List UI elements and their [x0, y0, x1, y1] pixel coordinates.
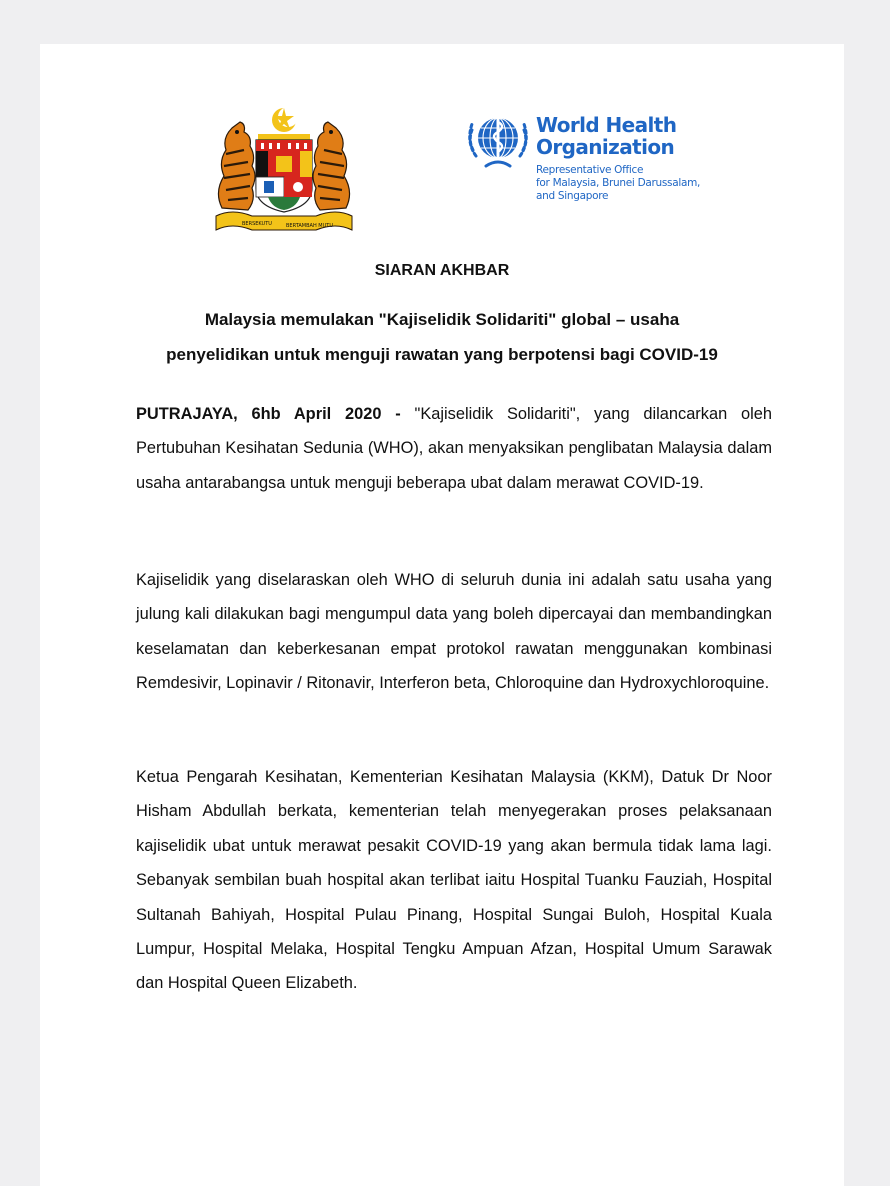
- body-paragraph: [136, 397, 772, 500]
- who-organization-name: World Health Organization: [536, 113, 677, 159]
- who-emblem-icon: [464, 106, 532, 174]
- press-release-title: [40, 302, 844, 372]
- press-release-page: [40, 44, 844, 1186]
- dateline: PUTRAJAYA, 6hb April 2020 -: [136, 405, 401, 423]
- paragraph-text: "Kajiselidik Solidariti", yang dilancarkan oleh Pertubuhan Kesihatan Sedunia (WHO), akan menyaksikan penglibatan Malaysia dalam usaha antarabangsa untuk menguji beberapa ubat dalam merawat COVID-19.: [136, 405, 772, 492]
- svg-text:BERTAMBAH MUTU: BERTAMBAH MUTU: [286, 223, 333, 229]
- press-release-label: SIARAN AKHBAR: [374, 262, 510, 279]
- body-paragraph: Ketua Pengarah Kesihatan, Kementerian Kesihatan Malaysia (KKM), Datuk Dr Noor Hisham Abdullah berkata, kementerian telah menyegerakan proses pelaksanaan kajiselidik ubat untuk merawat pesakit COVID-19 yang akan bermula tidak lama lagi. Sebanyak sembilan buah hospital akan terlibat iaitu Hospital Tuanku Fauziah, Hospital Sultanah Bahiyah, Hospital Pulau Pinang, Hospital Sungai Buloh, Hospital Kuala Lumpur, Hospital Melaka, Hospital Tengku Ampuan Afzan, Hospital Umum Sarawak dan Hospital Queen Elizabeth.: [136, 768, 772, 993]
- who-logo-text: [536, 114, 700, 203]
- svg-text:BERSEKUTU: BERSEKUTU: [242, 221, 272, 227]
- title-line: penyelidikan untuk menguji rawatan yang berpotensi bagi COVID-19: [166, 345, 718, 364]
- malaysia-coat-of-arms-icon: [212, 104, 356, 236]
- body-paragraph: Kajiselidik yang diselaraskan oleh WHO di seluruh dunia ini adalah satu usaha yang julung kali dilakukan bagi mengumpul data yang boleh dipercayai dan membandingkan keselamatan dan keberkesanan empat protokol rawatan menggunakan kombinasi Remdesivir, Lopinavir / Ritonavir, Interferon beta, Chloroquine dan Hydroxychloroquine.: [136, 571, 772, 693]
- who-representative-office: Representative Office for Malaysia, Brunei Darussalam, and Singapore: [536, 164, 701, 202]
- title-line: Malaysia memulakan "Kajiselidik Solidariti" global – usaha: [204, 310, 680, 329]
